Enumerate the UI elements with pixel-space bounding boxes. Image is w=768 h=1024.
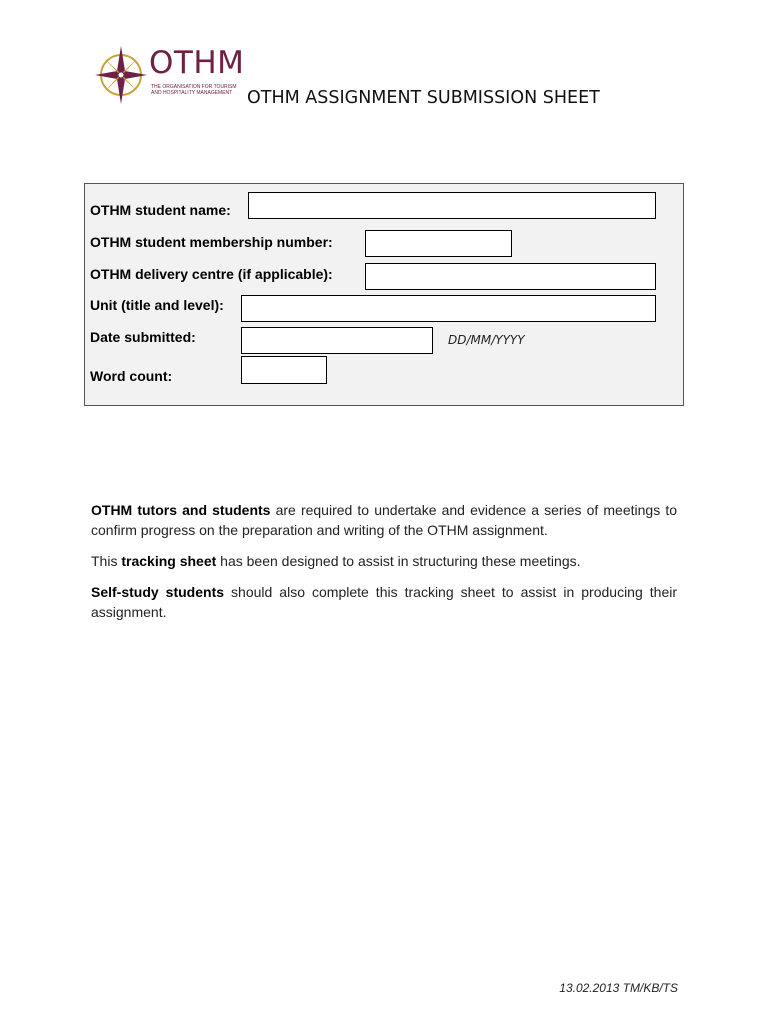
document-title: OTHM ASSIGNMENT SUBMISSION SHEET (247, 88, 600, 108)
membership-number-label: OTHM student membership number: (90, 234, 333, 250)
othm-logo (93, 44, 253, 108)
intro-p1-bold: OTHM tutors and students (91, 502, 271, 518)
intro-p2-pre: This (91, 553, 122, 569)
date-submitted-field[interactable] (241, 327, 433, 354)
student-name-field[interactable] (248, 192, 656, 219)
delivery-centre-field[interactable] (365, 263, 656, 290)
footer-reference: 13.02.2013 TM/KB/TS (559, 981, 678, 995)
word-count-label: Word count: (90, 368, 173, 384)
logo-wordmark: OTHM (149, 45, 245, 81)
compass-star-icon (93, 44, 149, 106)
date-submitted-label: Date submitted: (90, 329, 196, 345)
logo-tagline-line2: AND HOSPITALITY MANAGEMENT (151, 90, 233, 96)
date-format-hint: DD/MM/YYYY (448, 333, 525, 347)
delivery-centre-label: OTHM delivery centre (if applicable): (90, 266, 333, 282)
intro-p3-text: should also complete this tracking sheet to assist in producing their assignment. (91, 584, 678, 620)
intro-paragraph-2 (91, 551, 677, 571)
intro-paragraph-3 (91, 582, 677, 622)
word-count-field[interactable] (241, 356, 327, 384)
unit-label: Unit (title and level): (90, 297, 224, 313)
membership-number-field[interactable] (365, 230, 512, 257)
intro-p3-bold: Self-study students (91, 584, 225, 600)
logo-tagline-line1: THE ORGANISATION FOR TOURISM (151, 84, 237, 90)
unit-field[interactable] (241, 295, 656, 322)
intro-paragraph-1 (91, 500, 677, 540)
student-name-label: OTHM student name: (90, 202, 231, 218)
intro-p1-text: are required to undertake and evidence a series of meetings to confirm progress on the preparation and writing of the OTHM assignment. (91, 502, 677, 538)
intro-p2-text: has been designed to assist in structuring these meetings. (216, 553, 581, 569)
logo-tagline (151, 84, 261, 96)
intro-p2-bold: tracking sheet (121, 553, 217, 569)
